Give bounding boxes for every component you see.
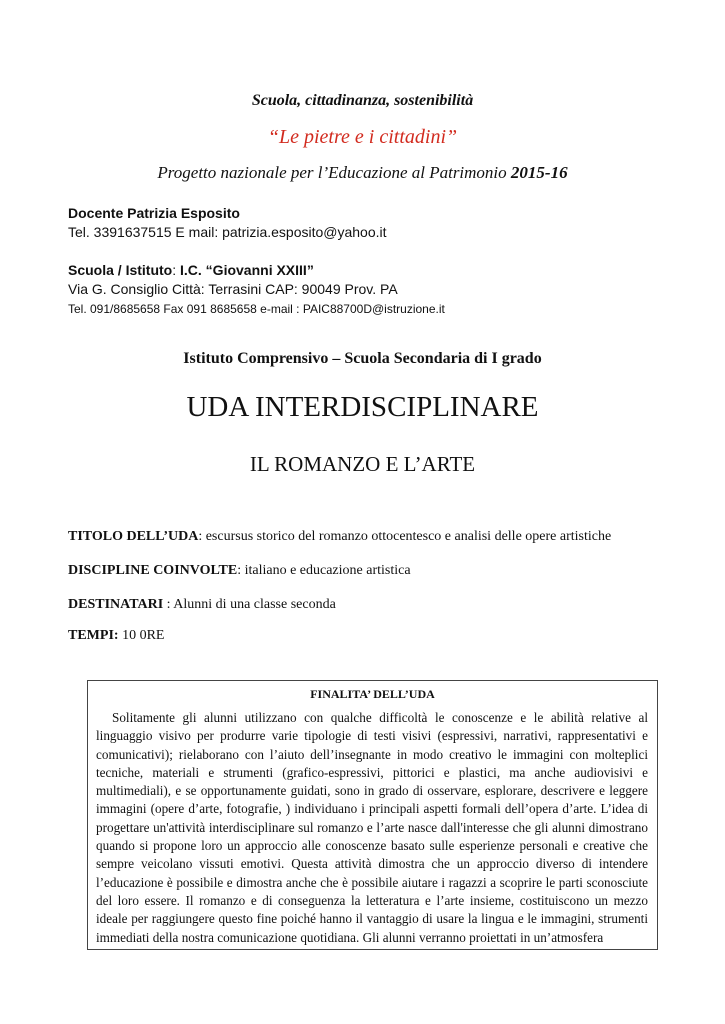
uda-title: UDA INTERDISCIPLINARE: [186, 391, 539, 423]
field-tempi-value: 10 0RE: [118, 628, 165, 643]
school-name: I.C. “Giovanni XXIII”: [180, 262, 314, 278]
project-year: 2015-16: [510, 163, 568, 182]
field-titolo-label: TITOLO DELL’UDA: [68, 529, 199, 544]
field-discipline-value: : italiano e educazione artistica: [237, 563, 411, 578]
field-titolo: [68, 529, 611, 545]
field-tempi: [68, 628, 164, 644]
school-address: Via G. Consiglio Città: Terrasini CAP: 90049 Prov. PA: [68, 281, 398, 297]
finalita-box: [87, 680, 658, 950]
school-name-separator: :: [172, 262, 181, 278]
school-contact: Tel. 091/8685658 Fax 091 8685658 e-mail : PAIC88700D@istruzione.it: [68, 302, 445, 316]
field-discipline-label: DISCIPLINE COINVOLTE: [68, 563, 238, 578]
field-destinatari: [68, 597, 336, 613]
field-tempi-label: TEMPI:: [68, 628, 119, 643]
finalita-title: FINALITA’ DELL’UDA: [310, 687, 435, 701]
header-subtitle: Scuola, cittadinanza, sostenibilità: [251, 92, 474, 109]
project-title: “Le pietre e i cittadini”: [267, 126, 458, 148]
finalita-text: Solitamente gli alunni utilizzano con qualche difficoltà le conoscenze e le abilità relative al linguaggio visivo per produrre varie tipologie di testi visivi (espressivi, narrativi, rappresentativi e comunicativi); rielaborano con l’aiuto dell’insegnante in modo creativo le immagini con molteplici tecniche, materiali e strumenti (grafico-espressivi, pittorici e plastici, ma anche audiovisivi e multimediali), e se opportunamente guidati, sono in grado di osservare, esplorare, descrivere e leggere immagini (opere d’arte, fotografie, ) individuano i principali aspetti formali dell’opera d’arte. L’idea di progettare un'attività interdisciplinare sul romanzo e l’arte nasce dall'interesse che gli alunni dimostrano quando si propone loro un approccio alle conoscenze basato sulle esperienze personali e creative che sempre veicolano vissuti emotivi. Questa attività dimostra che un approccio diverso di intendere l’educazione è possibile e dimostra anche che è possibile aiutare i ragazzi a scoprire le parti sconosciute del loro essere. Il romanzo e di conseguenza la letteratura e l’arte insieme, costituiscono un mezzo ideale per raggiungere questo fine poiché hanno il vantaggio di usare la lingua e le immagini, strumenti immediati della nostra comunicazione quotidiana. Gli alunni verranno proiettati in un’atmosfera: [96, 710, 648, 945]
project-line-text: Progetto nazionale per l’Educazione al Patrimonio: [157, 163, 511, 182]
project-line: [0, 163, 725, 183]
uda-subtitle: IL ROMANZO E L’ARTE: [249, 452, 476, 476]
school-line: [68, 262, 314, 278]
field-titolo-value: : escursus storico del romanzo ottocentesco e analisi delle opere artistiche: [198, 529, 612, 544]
teacher-contact: Tel. 3391637515 E mail: patrizia.esposito@yahoo.it: [68, 224, 387, 240]
institute-heading: Istituto Comprensivo – Scuola Secondaria di I grado: [183, 350, 542, 367]
field-destinatari-value: : Alunni di una classe seconda: [163, 597, 336, 612]
field-destinatari-label: DESTINATARI: [68, 597, 164, 612]
school-label: Scuola / Istituto: [68, 262, 173, 278]
field-discipline: [68, 563, 411, 579]
teacher-name: Docente Patrizia Esposito: [68, 205, 240, 221]
